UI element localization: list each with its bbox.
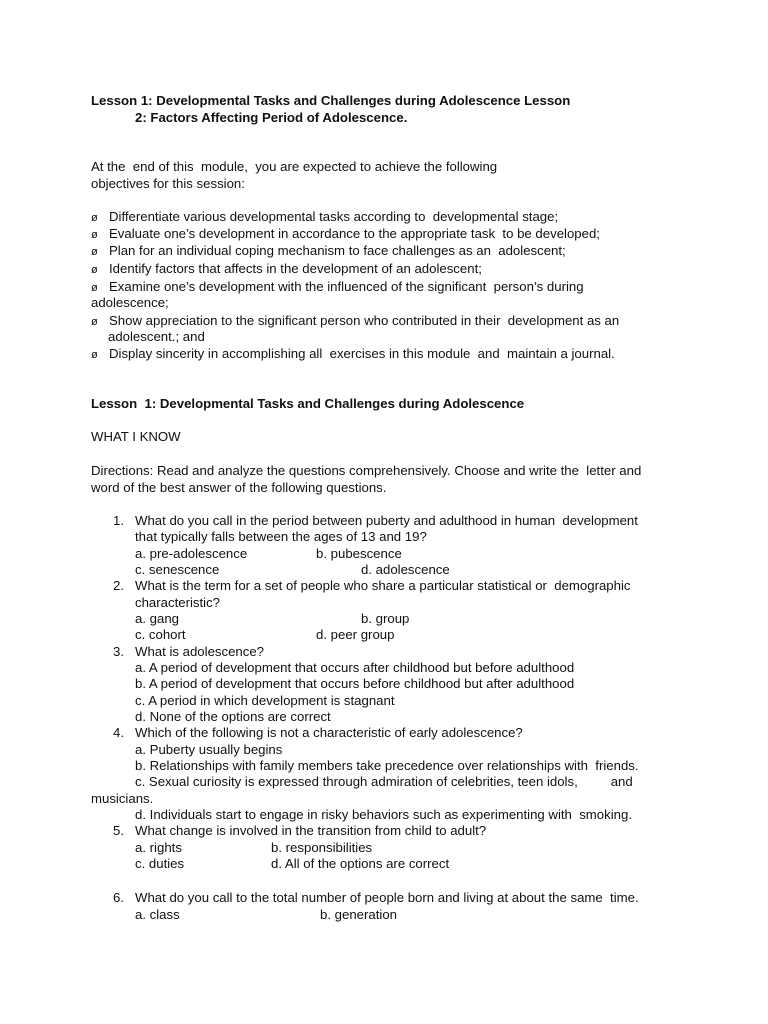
answer-option: b. A period of development that occurs before childhood but after adulthood (135, 676, 575, 691)
answer-option: a. rights (135, 840, 182, 855)
answer-option: d. Individuals start to engage in risky behaviors such as experimenting with smoking. (135, 807, 632, 822)
answer-option: a. pre-adolescence (135, 546, 248, 561)
objective-item: ø Plan for an individual coping mechanism to face challenges as an adolescent; (91, 243, 566, 258)
objective-item: ø Examine one’s development with the influenced of the significant person’s during (91, 279, 584, 294)
question-text: Which of the following is not a characteristic of early adolescence? (135, 725, 523, 740)
objective-item-continued: adolescent.; and (108, 329, 205, 344)
question-number: 4. (113, 725, 124, 740)
objective-item: ø Differentiate various developmental tasks according to developmental stage; (91, 209, 559, 224)
answer-option: c. senescence (135, 562, 220, 577)
directions-line-1: Directions: Read and analyze the questions comprehensively. Choose and write the letter and (91, 463, 642, 478)
bullet-icon: ø (91, 282, 98, 294)
lesson-heading: Lesson 1: Developmental Tasks and Challenges during Adolescence (91, 396, 525, 411)
bullet-icon: ø (91, 264, 98, 276)
question-number: 3. (113, 644, 124, 659)
question-text: What change is involved in the transition from child to adult? (135, 823, 487, 838)
objective-item: ø Evaluate one’s development in accordance to the appropriate task to be developed; (91, 226, 600, 241)
bullet-icon: ø (91, 246, 98, 258)
answer-option: c. Sexual curiosity is expressed through admiration of celebrities, teen idols, and (135, 774, 633, 789)
answer-option: b. pubescence (316, 546, 402, 561)
title-line-2: 2: Factors Affecting Period of Adolescence. (135, 110, 408, 125)
answer-option: d. All of the options are correct (271, 856, 450, 871)
answer-option: b. generation (320, 907, 397, 922)
intro-line-1: At the end of this module, you are expected to achieve the following (91, 159, 498, 174)
objective-item: ø Display sincerity in accomplishing all exercises in this module and maintain a journal. (91, 346, 615, 361)
intro-line-2: objectives for this session: (91, 176, 245, 191)
answer-option-continued: musicians. (91, 791, 154, 806)
bullet-icon: ø (91, 229, 98, 241)
answer-option: d. peer group (316, 627, 395, 642)
bullet-icon: ø (91, 212, 98, 224)
answer-option: c. cohort (135, 627, 186, 642)
objective-item: ø Identify factors that affects in the development of an adolescent; (91, 261, 482, 276)
answer-option: b. responsibilities (271, 840, 373, 855)
title-line-1: Lesson 1: Developmental Tasks and Challenges during Adolescence Lesson (91, 93, 571, 108)
question-number: 1. (113, 513, 124, 528)
question-number: 5. (113, 823, 124, 838)
objective-item-continued: adolescence; (91, 295, 169, 310)
question-text: What is the term for a set of people who share a particular statistical or demographic (135, 578, 631, 593)
answer-option: c. duties (135, 856, 185, 871)
answer-option: b. Relationships with family members take precedence over relationships with friends. (135, 758, 639, 773)
section-heading: WHAT I KNOW (91, 429, 181, 444)
question-number: 6. (113, 890, 124, 905)
bullet-icon: ø (91, 316, 98, 328)
question-text: characteristic? (135, 595, 221, 610)
answer-option: d. adolescence (361, 562, 450, 577)
question-number: 2. (113, 578, 124, 593)
question-text: What do you call to the total number of people born and living at about the same time. (135, 890, 639, 905)
answer-option: d. None of the options are correct (135, 709, 331, 724)
answer-option: a. gang (135, 611, 179, 626)
answer-option: a. A period of development that occurs after childhood but before adulthood (135, 660, 575, 675)
answer-option: c. A period in which development is stagnant (135, 693, 395, 708)
question-text: What is adolescence? (135, 644, 265, 659)
answer-option: a. class (135, 907, 180, 922)
directions-line-2: word of the best answer of the following questions. (91, 480, 387, 495)
question-text: that typically falls between the ages of 13 and 19? (135, 529, 427, 544)
objective-item: ø Show appreciation to the significant person who contributed in their development as an (91, 313, 620, 328)
question-text: What do you call in the period between puberty and adulthood in human development (135, 513, 638, 528)
answer-option: b. group (361, 611, 410, 626)
bullet-icon: ø (91, 349, 98, 361)
answer-option: a. Puberty usually begins (135, 742, 283, 757)
